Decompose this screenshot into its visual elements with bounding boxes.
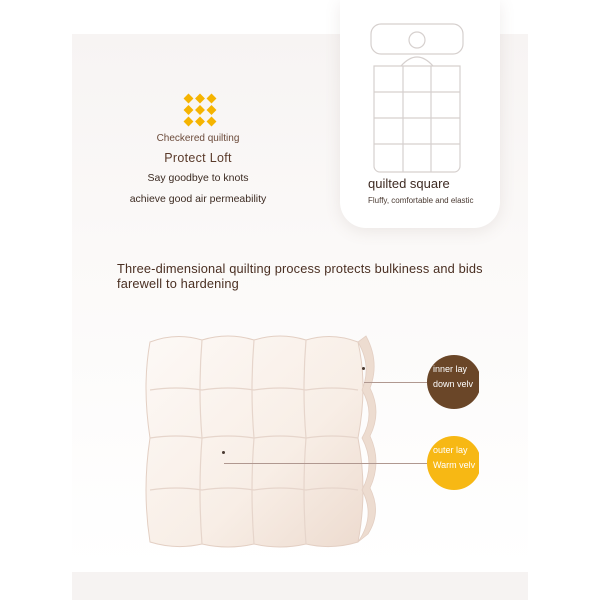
card-description: Fluffy, comfortable and elastic: [368, 196, 474, 205]
outer-layer-label: outer lay: [433, 445, 468, 455]
inner-layer-callout: [427, 355, 479, 409]
inner-layer-label: inner lay: [433, 364, 468, 374]
inner-layer-material: down velv: [433, 379, 474, 389]
outer-layer-material: Warm velv: [433, 460, 476, 470]
outer-layer-callout: [427, 436, 479, 490]
feature-title: Protect Loft: [164, 151, 232, 165]
feature-line-1: Say goodbye to knots: [147, 172, 249, 184]
feature-label: Checkered quilting: [156, 133, 240, 144]
headline: Three-dimensional quilting process protects bulkiness and bids farewell to hardening: [117, 261, 483, 291]
card-title: quilted square: [368, 176, 450, 191]
feature-line-2: achieve good air permeability: [129, 193, 267, 205]
